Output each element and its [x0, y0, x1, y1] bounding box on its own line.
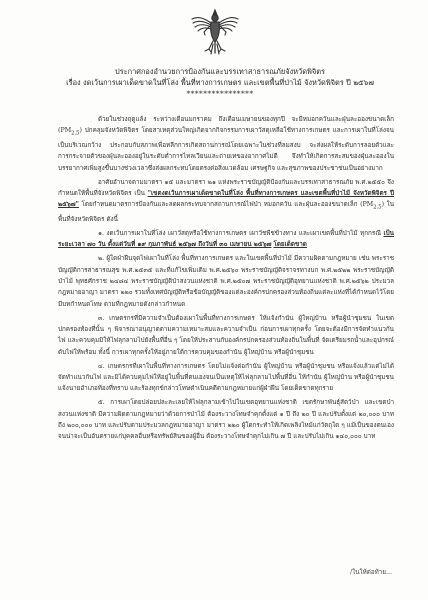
heading-separator: ****************: [186, 89, 254, 98]
paragraph-measure-3: ๓. เกษตรกรที่มีความจำเป็นต้องเผาในพื้นที่ทางการเกษตร ให้แจ้งกำนัน ผู้ใหญ่บ้าน หรือผู้นำชุมชน ในเขตปกครองท้องที่นั้น ๆ พิจารณาอนุญาตตามความเหมาะสมและความจำเป็น ก่อนการเผาทุกครั้ง โดยจะต้องมีการจัดทำแนวกันไฟ และควบคุมมิให้ไฟลุกลามไปยังพื้นที่อื่น ๆ โดยให้ประสานกับองค์กรปกครองส่วนท้องถิ่นในพื้นที่ จัดเตรียมรถน้ำและอุปกรณ์ดับไฟให้พร้อม ทั้งนี้ การเผาทุกครั้งให้อยู่ภายใต้การควบคุมของกำนัน ผู้ใหญ่บ้าน หรือผู้นำชุมชน: [58, 314, 394, 356]
document-heading: ประกาศกองอำนวยการป้องกันและบรรเทาสาธารณภัยจังหวัดพิจิตร: [115, 67, 325, 76]
paragraph-measure-4: ๔. เกษตรกรที่เผาในพื้นที่ทางการเกษตร โดยไม่แจ้งต่อกำนัน ผู้ใหญ่บ้าน หรือผู้นำชุมชน หรือแจ้งแล้วแต่ไม่ได้จัดทำแนวกันไฟ และมิได้ควบคุมไฟให้อยู่ในพื้นที่ตนเองจนเป็นเหตุให้ไฟลุกลามไปพื้นที่อื่น ให้กำนัน ผู้ใหญ่บ้าน หรือผู้นำชุมชน แจ้งนายอำเภอท้องที่ทราบ และร้องทุกข์กล่าวโทษดำเนินคดีตามกฎหมายแก่ผู้ฝ่าฝืน โดยเด็ดขาดทุกราย: [58, 362, 394, 393]
document-body: [58, 114, 394, 445]
paragraph-intro: ด้วยในช่วงฤดูแล้ง ระหว่างเดือนมกราคม ถึงเดือนเมษายนของทุกปี จะมีหมอกควันและฝุ่นละอองขนาดเล็ก $(PM_{2.5})$ ปกคลุมจังหวัดพิจิตร โดยสาเหตุส่วนใหญ่เกิดจากกิจกรรมการเผาวัสดุเหลือใช้ทางการเกษตร และการเผาในที่โล่งจนเป็นบริเวณกว้าง ประกอบกับสภาพเพื่อหลีกการเกิดสถานการณ์โดยเฉพาะในช่วงที่ลมสงบ จะส่งผลให้ระดับการลอยตัวและการกระจายตัวของฝุ่นละอองอยู่ในระดับต่ำการไหลเวียนและถ่ายเทของอากาศไม่ดี จึงทำให้เกิดการสะสมของฝุ่นละอองในบรรยากาศเพิ่มสูงขึ้นบางช่วงเวลาซึ่งส่งผลกระทบโดยตรงต่อสิ่งแวดล้อม เศรษฐกิจ และสุขภาพของประชาชนเป็นอย่างมาก: [58, 116, 394, 172]
paragraph-measure-2: ๒. ผู้ใดฝ่าฝืนจุดไฟเผาในที่โล่ง พื้นที่ทางการเกษตร และในเขตพื้นที่ป่าไม้ มีความผิดตามกฎหมาย เช่น พระราชบัญญัติการสาธารณสุข พ.ศ.๒๕๓๕ และที่แก้ไขเพิ่มเติม พ.ศ.๒๕๖๐ พระราชบัญญัติจราจรทางบก พ.ศ.๒๕๒๒ พระราชบัญญัติป่าไม้ พุทธศักราช ๒๔๘๔ พระราชบัญญัติป่าสงวนแห่งชาติ พ.ศ.๒๕๐๗ พระราชบัญญัติอุทยานแห่งชาติ พ.ศ.๒๕๖๒ ประมวลกฎหมายอาญา มาตรา ๒๒๐ รวมทั้งเทศบัญญัติหรือข้อบัญญัติของแต่ละองค์กรปกครองส่วนท้องถิ่นแต่ละแห่งที่ได้กำหนดไว้โดยมีบทกำหนดโทษ ตามที่กฎหมายดังกล่าวกำหนด: [58, 255, 394, 308]
continued-page-note: /ในให้ต่อท้าย...: [350, 569, 392, 576]
paragraph-measure-5: ๕. การเผาโดยปล่อยปละละเลยให้ไฟลุกลามเข้าไปในเขตอุทยานแห่งชาติ เขตรักษาพันธุ์สัตว์ป่า และเขตป่าสงวนแห่งชาติ มีความผิดตามกฎหมายว่าด้วยการป่าไม้ ต้องระวางโทษจำคุกตั้งแต่ ๑ ปี ถึง ๒๐ ปี และปรับตั้งแต่ ๒๐,๐๐๐ บาท ถึง ๒๐๐,๐๐๐ บาท และปรับตามประมวลกฎหมายอาญา มาตรา ๒๒๐ ผู้ใดกระทำให้เกิดเพลิงไหม้แก่วัตถุใด ๆ แม้เป็นของตนเอง จนน่าจะเป็นอันตรายแก่บุคคลอื่นหรือทรัพย์สินของผู้อื่น ต้องระวางโทษจำคุกไม่เกิน ๗ ปี และปรับไม่เกิน ๑๔๐,๐๐๐ บาท: [58, 399, 394, 441]
paragraph-authority: อาศัยอำนาจตามมาตรา ๑๕ และมาตรา ๒๑ แห่งพระราชบัญญัติป้องกันและบรรเทาสาธารณภัย พ.ศ.๒๕๕๐ จึงกำหนดให้พื้นที่จังหวัดพิจิตร เป็น "เขตงดเว้นการเผาเด็ดขาดในที่โล่ง พื้นที่ทางการเกษตร และเขตพื้นที่ป่าไม้ จังหวัดพิจิตร ปี ๒๕๖๗" โดยกำหนดมาตรการป้องกันและลดผลกระทบจากสถานการณ์ไฟป่า หมอกควัน และฝุ่นละอองขนาดเล็ก $(PM_{2.5})$ ในพื้นที่จังหวัดพิจิตร ดังนี้: [58, 178, 394, 224]
paragraph-measure-1: ๑. งดเว้นการเผาในที่โล่ง เผาวัสดุหรือใช้ทางการเกษตร เผาวัชพืชข้างทาง และเผาเขตพื้นที่ป่าไม้ ทุกกรณี เป็นระยะเวลา ๗๐ วัน ตั้งแต่วันที่ ๑๙ กุมภาพันธ์ ๒๕๖๗ ถึงวันที่ ๓๐ เมษายน ๒๕๖๗ โดยเด็ดขาด: [58, 229, 394, 249]
document-subject: เรื่อง งดเว้นการเผาเด็ดขาดในที่โล่ง พื้นที่ทางการเกษตร และเขตพื้นที่ป่าไม้ จังหวัดพิจิตร ปี ๒๕๖๗: [66, 78, 374, 87]
garuda-emblem-icon: [189, 6, 241, 58]
